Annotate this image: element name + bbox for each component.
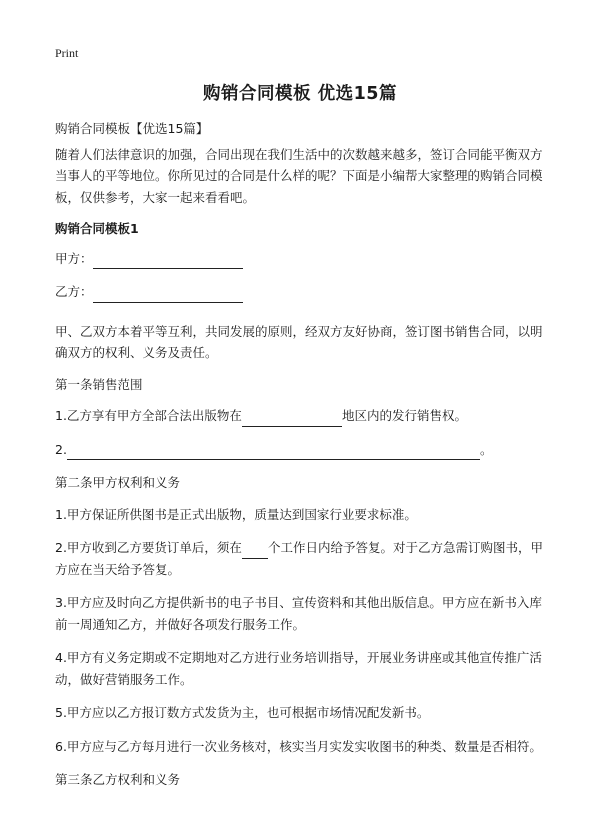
article-1-item-1-text-b: 地区内的发行销售权。: [341, 408, 467, 423]
party-a-line: [55, 248, 550, 270]
party-b-label: 乙方：: [55, 284, 93, 299]
article-1-item-2-text-b: 。: [479, 441, 493, 457]
article-1-item-2-text-a: 2.: [55, 441, 67, 457]
party-b-line: [55, 281, 550, 303]
item-2-blank: [67, 443, 480, 460]
intro-paragraph: 随着人们法律意识的加强，合同出现在我们生活中的次数越来越多，签订合同能平衡双方当事人的平等地位。你所见过的合同是什么样的呢？下面是小编帮大家整理的购销合同模板，仅供参考，大家一起来看看吧。: [55, 146, 543, 205]
party-b-blank: [93, 286, 243, 303]
days-blank: [242, 542, 268, 559]
article-1-item-2: [55, 439, 550, 461]
article-1-item-1: [55, 405, 550, 427]
section-heading: 购销合同模板1: [55, 221, 139, 236]
document-title: 购销合同模板 优选15篇: [203, 84, 397, 104]
document-body: [55, 118, 550, 791]
article-2-heading: 第二条甲方权利和义务: [55, 475, 181, 490]
article-2-item-2: [55, 537, 550, 580]
article-2-item-4: 4.甲方有义务定期或不定期地对乙方进行业务培训指导，开展业务讲座或其他宣传推广活动，做好营销服务工作。: [55, 650, 542, 687]
preamble-paragraph: 甲、乙双方本着平等互利，共同发展的原则，经双方友好协商，签订图书销售合同，以明确双方的权利、义务及责任。: [55, 323, 543, 360]
article-2-item-2-text-a: 2.甲方收到乙方要货订单后，须在: [55, 540, 242, 555]
article-1-item-1-text-a: 1.乙方享有甲方全部合法出版物在: [55, 408, 242, 423]
region-blank: [242, 410, 342, 427]
print-link[interactable]: Print: [55, 46, 79, 60]
article-2-item-3: 3.甲方应及时向乙方提供新书的电子书目、宣传资料和其他出版信息。甲方应在新书入库前一周通知乙方，并做好各项发行服务工作。: [55, 595, 542, 632]
article-2-item-1: 1.甲方保证所供图书是正式出版物，质量达到国家行业要求标准。: [55, 506, 417, 522]
article-1-heading: 第一条销售范围: [55, 376, 143, 392]
article-2-item-6: 6.甲方应与乙方每月进行一次业务核对，核实当月实发实收图书的种类、数量是否相符。: [55, 738, 542, 754]
article-2-item-5: 5.甲方应以乙方报订数方式发货为主，也可根据市场情况配发新书。: [55, 705, 430, 720]
party-a-blank: [93, 252, 243, 269]
article-3-heading: 第三条乙方权利和义务: [55, 772, 181, 787]
party-a-label: 甲方：: [55, 250, 93, 266]
article-2-item-2-text-b: 个工作日内给予答复。对于乙方急需订购图书，甲方应在当天给予答复。: [55, 540, 543, 577]
document-subtitle: 购销合同模板【优选15篇】: [55, 121, 209, 136]
